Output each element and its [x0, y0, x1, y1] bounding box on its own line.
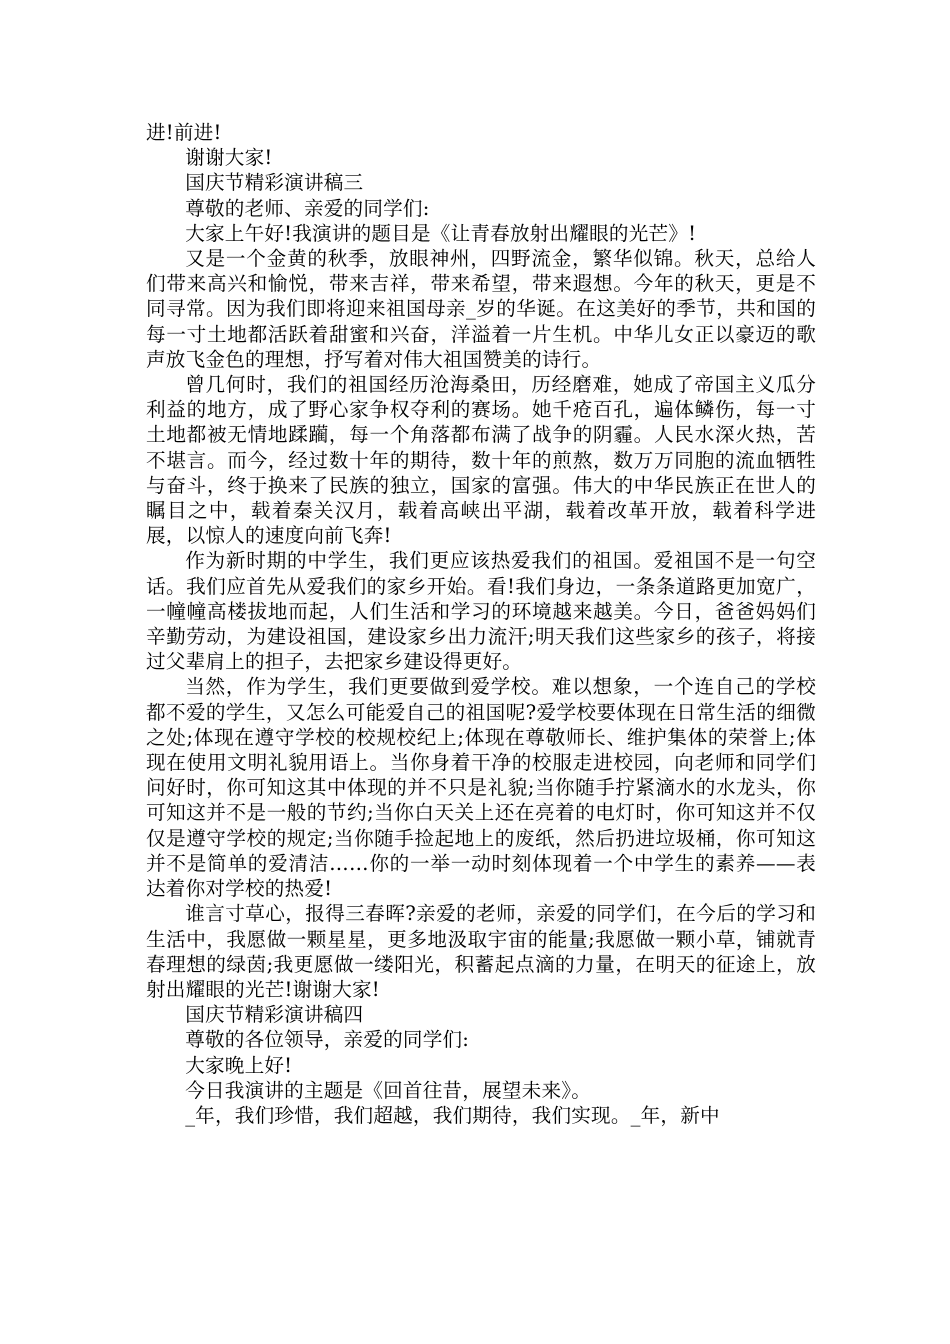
paragraph-autumn: 又是一个金黄的秋季，放眼神州，四野流金，繁华似锦。秋天，总给人们带来高兴和愉悦，带来吉祥，带来希望，带来遐想。今年的秋天，更是不同寻常。因为我们即将迎来祖国母亲_岁的华诞。在这美好的季节，共和国的每一寸土地都活跃着甜蜜和兴奋，洋溢着一片生机。中华儿女正以豪迈的歌声放飞金色的理想，抒写着对伟大祖国赞美的诗行。: [146, 247, 816, 371]
paragraph-continuation: 进!前进!: [146, 121, 222, 144]
paragraph-history: 曾几何时，我们的祖国经历沧海桑田，历经磨难，她成了帝国主义瓜分利益的地方，成了野心家争权夺利的赛场。她千疮百孔，遍体鳞伤，每一寸土地都被无情地蹂躏，每一个角落都布满了战争的阴霾。人民水深火热，苦不堪言。而今，经过数十年的期待，数十年的煎熬，数万万同胞的流血牺牲与奋斗，终于换来了民族的独立，国家的富强。伟大的中华民族正在世人的瞩目之中，载着秦关汉月，载着高峡出平湖，载着改革开放，载着科学进展，以惊人的速度向前飞奔!: [146, 373, 816, 548]
paragraph-closing: 谁言寸草心，报得三春晖?亲爱的老师，亲爱的同学们，在今后的学习和生活中，我愿做一颗星星，更多地汲取宇宙的能量;我愿做一颗小草，铺就青春理想的绿茵;我更愿做一缕阳光，积蓄起点滴的力量，在明天的征途上，放射出耀眼的光芒!谢谢大家!: [146, 902, 816, 1001]
section-title-three: 国庆节精彩演讲稿三: [185, 171, 364, 195]
document-body: [146, 120, 816, 1128]
salutation-four: 尊敬的各位领导，亲爱的同学们:: [185, 1028, 470, 1052]
salutation: 尊敬的老师、亲爱的同学们:: [185, 196, 430, 220]
section-title-four: 国庆节精彩演讲稿四: [185, 1003, 364, 1027]
greeting-topic: 大家上午好!我演讲的题目是《让青春放射出耀眼的光芒》!: [185, 221, 697, 245]
greeting-evening: 大家晚上好!: [185, 1053, 293, 1077]
paragraph-school: 当然，作为学生，我们更要做到爱学校。难以想象，一个连自己的学校都不爱的学生，又怎么可能爱自己的祖国呢?爱学校要体现在日常生活的细微之处;体现在遵守学校的校规校纪上;体现在尊敬师长、维护集体的荣誉上;体现在使用文明礼貌用语上。当你身着干净的校服走进校园，向老师和同学们问好时，你可知这其中体现的并不只是礼貌;当你随手拧紧滴水的水龙头，你可知这并不是一般的节约;当你白天关上还在亮着的电灯时，你可知这并不仅仅是遵守学校的规定;当你随手捡起地上的废纸，然后扔进垃圾桶，你可知这并不是简单的爱清洁……你的一举一动时刻体现着一个中学生的素养——表达着你对学校的热爱!: [146, 675, 816, 901]
paragraph-thanks: 谢谢大家!: [185, 146, 273, 170]
topic-four: 今日我演讲的主题是《回首往昔，展望未来》。: [185, 1078, 592, 1102]
paragraph-year: _年，我们珍惜，我们超越，我们期待，我们实现。_年，新中: [185, 1103, 720, 1127]
paragraph-hometown: 作为新时期的中学生，我们更应该热爱我们的祖国。爱祖国不是一句空话。我们应首先从爱我们的家乡开始。看!我们身边，一条条道路更加宽广，一幢幢高楼拔地而起，人们生活和学习的环境越来越美。今日，爸爸妈妈们辛勤劳动，为建设祖国，建设家乡出力流汗;明天我们这些家乡的孩子，将接过父辈肩上的担子，去把家乡建设得更好。: [146, 549, 816, 674]
